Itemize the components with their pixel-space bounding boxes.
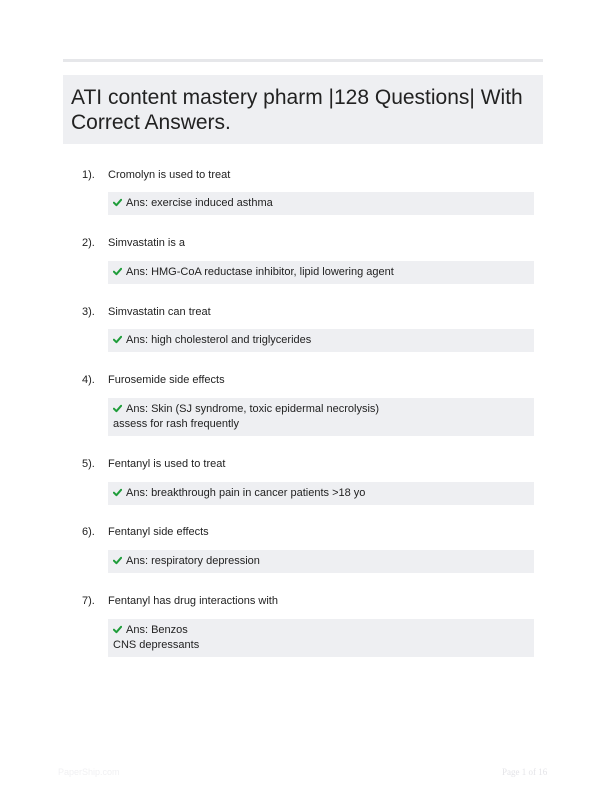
answer-box <box>108 329 534 352</box>
answer-line <box>113 265 528 280</box>
answer-box <box>108 261 534 284</box>
answer-box <box>108 550 534 573</box>
answer-text: Ans: HMG-CoA reductase inhibitor, lipid lowering agent <box>126 266 394 278</box>
question-text: Simvastatin is a <box>108 237 186 249</box>
question-number: 3). <box>82 306 95 318</box>
answer-text: Ans: Benzos <box>126 624 188 636</box>
answer-line <box>113 196 528 211</box>
question-number: 1). <box>82 169 95 181</box>
answer-line <box>113 554 528 569</box>
check-icon <box>113 404 122 413</box>
answer-line <box>113 402 528 417</box>
question-number: 4). <box>82 374 95 386</box>
answer-text: Ans: Skin (SJ syndrome, toxic epidermal necrolysis) <box>126 403 380 415</box>
answer-box <box>108 619 534 657</box>
question-text: Fentanyl has drug interactions with <box>108 595 278 607</box>
question-text: Cromolyn is used to treat <box>108 169 231 181</box>
answer-line: assess for rash frequently <box>113 418 239 430</box>
check-icon <box>113 198 122 207</box>
question-number: 6). <box>82 526 95 538</box>
answer-line: CNS depressants <box>113 639 200 651</box>
answer-box <box>108 482 534 505</box>
top-divider <box>63 59 543 62</box>
question-text: Fentanyl side effects <box>108 526 209 538</box>
check-icon <box>113 556 122 565</box>
title-box <box>63 75 543 144</box>
answer-text: Ans: respiratory depression <box>126 555 260 567</box>
question-number: 5). <box>82 458 95 470</box>
question-text: Simvastatin can treat <box>108 306 211 318</box>
answer-text: Ans: high cholesterol and triglycerides <box>126 334 312 346</box>
document-title: ATI content mastery pharm |128 Questions| With Correct Answers. <box>71 86 523 134</box>
answer-text: Ans: breakthrough pain in cancer patients >18 yo <box>126 487 366 499</box>
answer-line <box>113 486 528 501</box>
answer-line <box>113 623 528 638</box>
answer-box <box>108 398 534 436</box>
check-icon <box>113 488 122 497</box>
footer-page-number: Page 1 of 16 <box>502 767 548 777</box>
question-number: 2). <box>82 237 95 249</box>
answer-box <box>108 192 534 215</box>
question-number: 7). <box>82 595 95 607</box>
answer-line <box>113 333 528 348</box>
check-icon <box>113 335 122 344</box>
answer-text: Ans: exercise induced asthma <box>126 197 273 209</box>
question-text: Furosemide side effects <box>108 374 225 386</box>
check-icon <box>113 625 122 634</box>
check-icon <box>113 267 122 276</box>
question-text: Fentanyl is used to treat <box>108 458 226 470</box>
footer-site-watermark: PaperShip.com <box>58 767 120 777</box>
